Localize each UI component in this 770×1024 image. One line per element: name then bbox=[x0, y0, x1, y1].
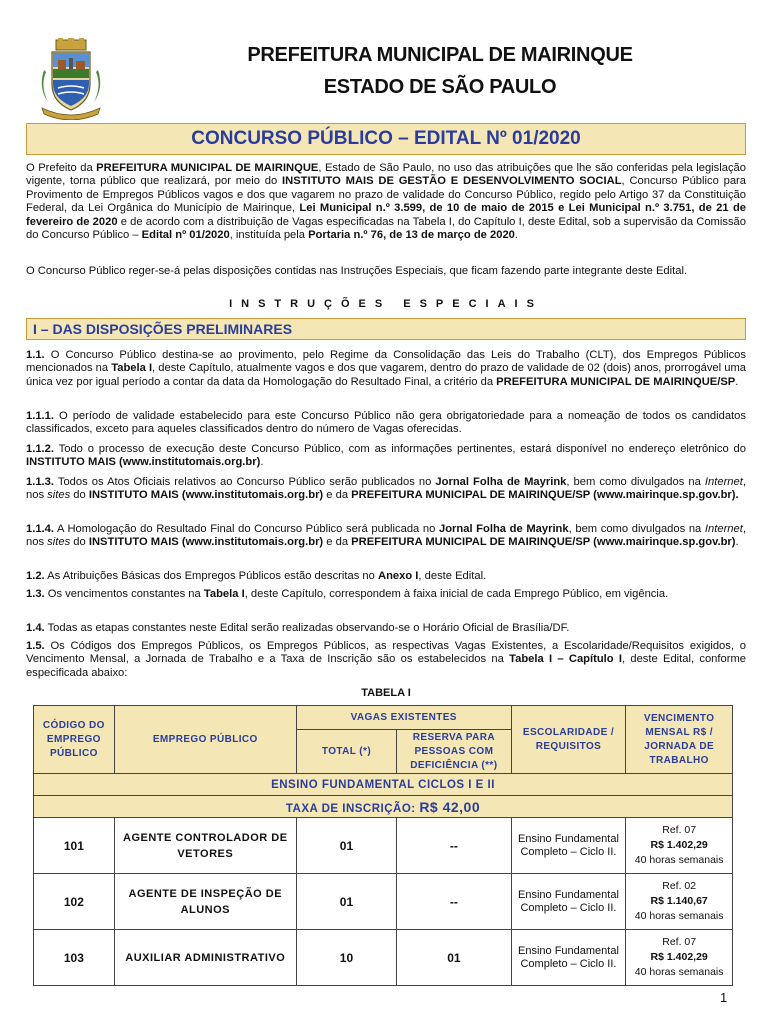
text-run: 1.1. bbox=[26, 349, 45, 361]
cell-vencimento bbox=[626, 930, 733, 986]
intro-paragraph bbox=[26, 162, 746, 242]
vencimento-valor: R$ 1.140,67 bbox=[650, 895, 708, 907]
text-run: , deste Edital, conforme especificada abaixo: bbox=[26, 653, 746, 679]
page-number: 1 bbox=[720, 990, 728, 1005]
band-ensino: ENSINO FUNDAMENTAL CICLOS I E II bbox=[34, 774, 733, 796]
cell-total: 10 bbox=[296, 930, 396, 986]
text-run: . bbox=[735, 536, 739, 549]
vencimento-ref: Ref. 02 bbox=[662, 880, 697, 892]
municipal-crest-logo bbox=[36, 38, 106, 120]
text-run: 1.4. bbox=[26, 622, 45, 634]
text-run: . bbox=[260, 456, 264, 469]
text-run: Internet bbox=[704, 476, 743, 488]
header-codigo: CÓDIGO DO EMPREGO PÚBLICO bbox=[34, 706, 115, 774]
text-run: Jornal Folha de Mayrink bbox=[435, 476, 567, 488]
cell-codigo: 101 bbox=[34, 818, 115, 874]
text-run: INSTITUTO MAIS (www.institutomais.org.br) bbox=[88, 536, 324, 549]
band-taxa bbox=[34, 796, 733, 818]
text-run: , instituída pela bbox=[229, 229, 309, 242]
cell-escolaridade: Ensino Fundamental Completo – Ciclo II. bbox=[511, 818, 626, 874]
header-subtitle: ESTADO DE SÃO PAULO bbox=[323, 76, 557, 98]
text-run: Edital nº 01/2020 bbox=[141, 229, 230, 242]
header-total: TOTAL (*) bbox=[296, 730, 396, 774]
text-run: Tabela I – Capítulo I bbox=[509, 653, 622, 666]
text-run: INSTITUTO MAIS (www.institutomais.org.br) bbox=[26, 456, 261, 469]
text-run: PREFEITURA MUNICIPAL DE MAIRINQUE/SP bbox=[496, 375, 736, 388]
table-row bbox=[34, 818, 733, 874]
text-run: do bbox=[70, 489, 89, 502]
cell-escolaridade: Ensino Fundamental Completo – Ciclo II. bbox=[511, 930, 626, 986]
taxa-label: TAXA DE INSCRIÇÃO: bbox=[285, 802, 416, 815]
vacancy-table bbox=[33, 705, 733, 986]
cell-total: 01 bbox=[296, 874, 396, 930]
text-run: 1.1.4. bbox=[26, 523, 54, 535]
text-run: e da bbox=[323, 536, 352, 549]
text-run: Lei Municipal n.º 3.599, de 10 de maio de 2015 e Lei Municipal n.º 3.751, de 21 de fevereiro de 2020 bbox=[26, 202, 747, 228]
text-run: sites bbox=[47, 489, 71, 502]
text-run: , Estado de São Paulo, no uso das atribuições que lhe são conferidas pela legislação vigente, torna público que realizará, por meio do bbox=[26, 162, 746, 188]
text-run: As Atribuições Básicas dos Empregos Públicos estão descritas no bbox=[44, 570, 378, 582]
text-run: , nos bbox=[26, 476, 746, 502]
cell-emprego: AGENTE CONTROLADOR DE VETORES bbox=[114, 818, 296, 874]
cell-codigo: 103 bbox=[34, 930, 115, 986]
text-run: . bbox=[514, 229, 519, 242]
header-vencimento: VENCIMENTO MENSAL R$ / JORNADA DE TRABALHO bbox=[626, 706, 733, 774]
clause-1-4 bbox=[26, 622, 746, 635]
vencimento-valor: R$ 1.402,29 bbox=[650, 839, 708, 851]
vencimento-jornada: 40 horas semanais bbox=[634, 854, 724, 866]
clause-1-1-2 bbox=[26, 443, 746, 470]
text-run: Os Códigos dos Empregos Públicos, os Empregos Públicos, as respectivas Vagas Existentes, a Escolaridade/Requisitos exigidos, o Vencimento Mensal, a Jornada de Trabalho e a Taxa de Inscrição são os estabelecidos na bbox=[26, 640, 746, 666]
text-run: 1.1.3. bbox=[26, 476, 54, 488]
header-escolaridade: ESCOLARIDADE / REQUISITOS bbox=[511, 706, 626, 774]
clause-1-1-3 bbox=[26, 476, 746, 503]
instructions-heading: INSTRUÇÕES ESPECIAIS bbox=[229, 298, 543, 310]
text-run: Tabela I bbox=[203, 588, 245, 600]
cell-vencimento bbox=[626, 874, 733, 930]
table-row bbox=[34, 874, 733, 930]
text-run: e da bbox=[323, 489, 352, 502]
table-title: TABELA I bbox=[361, 687, 411, 699]
cell-emprego: AUXILIAR ADMINISTRATIVO bbox=[114, 930, 296, 986]
text-run: Jornal Folha de Mayrink bbox=[438, 523, 569, 535]
text-run: 1.1.2. bbox=[26, 443, 54, 455]
header-reserva: RESERVA PARA PESSOAS COM DEFICIÊNCIA (**) bbox=[397, 730, 512, 774]
text-run: do bbox=[70, 536, 89, 549]
text-run: , Concurso Público para Provimento de Empregos Públicos vagos e dos que vagarem no prazo de validade do Concurso Público, regido pelo Artigo 37 da Constituição Federal, da Lei Orgânica do Município de Mairinque, bbox=[26, 175, 746, 215]
text-run: Os vencimentos constantes na bbox=[44, 588, 204, 600]
text-run: , deste Capítulo, correspondem à faixa inicial de cada Emprego Público, em vigência. bbox=[244, 588, 669, 600]
taxa-value: R$ 42,00 bbox=[419, 798, 481, 815]
text-run: O Concurso Público destina-se ao provimento, pelo Regime da Consolidação das Leis do Trabalho (CLT), dos Empregos Públicos mencionados na bbox=[26, 349, 746, 375]
text-run: O período de validade estabelecido para este Concurso Público não gera obrigatoriedade para a nomeação de todos os candidatos classificados, exceto para aqueles classificados dentro do número de Vagas oferecidas. bbox=[26, 410, 746, 436]
text-run: . bbox=[735, 375, 739, 388]
cell-vencimento bbox=[626, 818, 733, 874]
cell-reserva: -- bbox=[397, 874, 512, 930]
cell-reserva: 01 bbox=[397, 930, 512, 986]
text-run: Todas as etapas constantes neste Edital serão realizadas observando-se o Horário Oficial de Brasília/DF. bbox=[44, 622, 570, 634]
text-run: Anexo I bbox=[377, 570, 419, 582]
clause-1-1-4 bbox=[26, 523, 746, 550]
text-run: Portaria n.º 76, de 13 de março de 2020 bbox=[308, 229, 515, 242]
clause-1-2 bbox=[26, 570, 746, 583]
text-run: , nos bbox=[26, 523, 746, 549]
text-run: 1.5. bbox=[26, 640, 45, 652]
text-run: 1.2. bbox=[26, 570, 45, 582]
text-run: INSTITUTO MAIS (www.institutomais.org.br) bbox=[88, 489, 324, 502]
edital-banner: CONCURSO PÚBLICO – EDITAL Nº 01/2020 bbox=[26, 123, 746, 155]
clause-1-3 bbox=[26, 588, 746, 601]
text-run: PREFEITURA MUNICIPAL DE MAIRINQUE bbox=[96, 162, 319, 174]
header-title: PREFEITURA MUNICIPAL DE MAIRINQUE bbox=[247, 44, 633, 66]
text-run: sites bbox=[47, 536, 71, 549]
text-run: , bem como divulgados na bbox=[568, 523, 705, 535]
section-heading: I – DAS DISPOSIÇÕES PRELIMINARES bbox=[26, 318, 746, 340]
text-run: , deste Edital. bbox=[418, 570, 487, 582]
text-run: , bem como divulgados na bbox=[566, 476, 705, 488]
vencimento-valor: R$ 1.402,29 bbox=[650, 951, 708, 963]
text-run: Todo o processo de execução deste Concurso Público, com as informações pertinentes, estará disponível no endereço eletrônico do bbox=[54, 443, 746, 455]
clause-1-1-1 bbox=[26, 410, 746, 437]
cell-emprego: AGENTE DE INSPEÇÃO DE ALUNOS bbox=[114, 874, 296, 930]
cell-reserva: -- bbox=[397, 818, 512, 874]
text-run: Tabela I bbox=[111, 362, 153, 375]
text-run: 1.1.1. bbox=[26, 410, 54, 422]
clause-1-5 bbox=[26, 640, 746, 680]
text-run: e de acordo com a distribuição de Vagas especificadas na Tabela I, do Capítulo I, deste Edital, sob a supervisão da Comissão do Concurso Público – bbox=[26, 215, 746, 242]
clause-1-1 bbox=[26, 349, 746, 389]
vencimento-ref: Ref. 07 bbox=[662, 824, 697, 836]
text-run: PREFEITURA MUNICIPAL DE MAIRINQUE/SP (www.mairinque.sp.gov.br) bbox=[351, 536, 736, 549]
vencimento-ref: Ref. 07 bbox=[662, 936, 697, 948]
text-run: A Homologação do Resultado Final do Concurso Público será publicada no bbox=[54, 523, 439, 535]
cell-escolaridade: Ensino Fundamental Completo – Ciclo II. bbox=[511, 874, 626, 930]
text-run: Todos os Atos Oficiais relativos ao Concurso Público serão publicados no bbox=[54, 476, 436, 488]
cell-total: 01 bbox=[296, 818, 396, 874]
cell-codigo: 102 bbox=[34, 874, 115, 930]
text-run: , deste Capítulo, atualmente vagos e dos que vagarem, dentro do prazo de validade de 02 (dois) anos, prorrogável uma única vez por igual período a contar da data da Homologação do Resultado Final, a critério da bbox=[26, 362, 746, 388]
text-run: O Prefeito da bbox=[26, 162, 97, 174]
text-run: Internet bbox=[704, 523, 743, 535]
header-vagas: VAGAS EXISTENTES bbox=[296, 706, 511, 730]
table-row bbox=[34, 930, 733, 986]
text-run: 1.3. bbox=[26, 588, 45, 600]
text-run: PREFEITURA MUNICIPAL DE MAIRINQUE/SP (www.mairinque.sp.gov.br). bbox=[351, 489, 739, 502]
vencimento-jornada: 40 horas semanais bbox=[634, 910, 724, 922]
text-run: INSTITUTO MAIS DE GESTÃO E DESENVOLVIMENTO SOCIAL bbox=[282, 175, 622, 188]
header-emprego: EMPREGO PÚBLICO bbox=[114, 706, 296, 774]
intro-paragraph-2: O Concurso Público reger-se-á pelas disposições contidas nas Instruções Especiais, que ficam fazendo parte integrante deste Edital. bbox=[26, 265, 688, 277]
vencimento-jornada: 40 horas semanais bbox=[634, 966, 724, 978]
